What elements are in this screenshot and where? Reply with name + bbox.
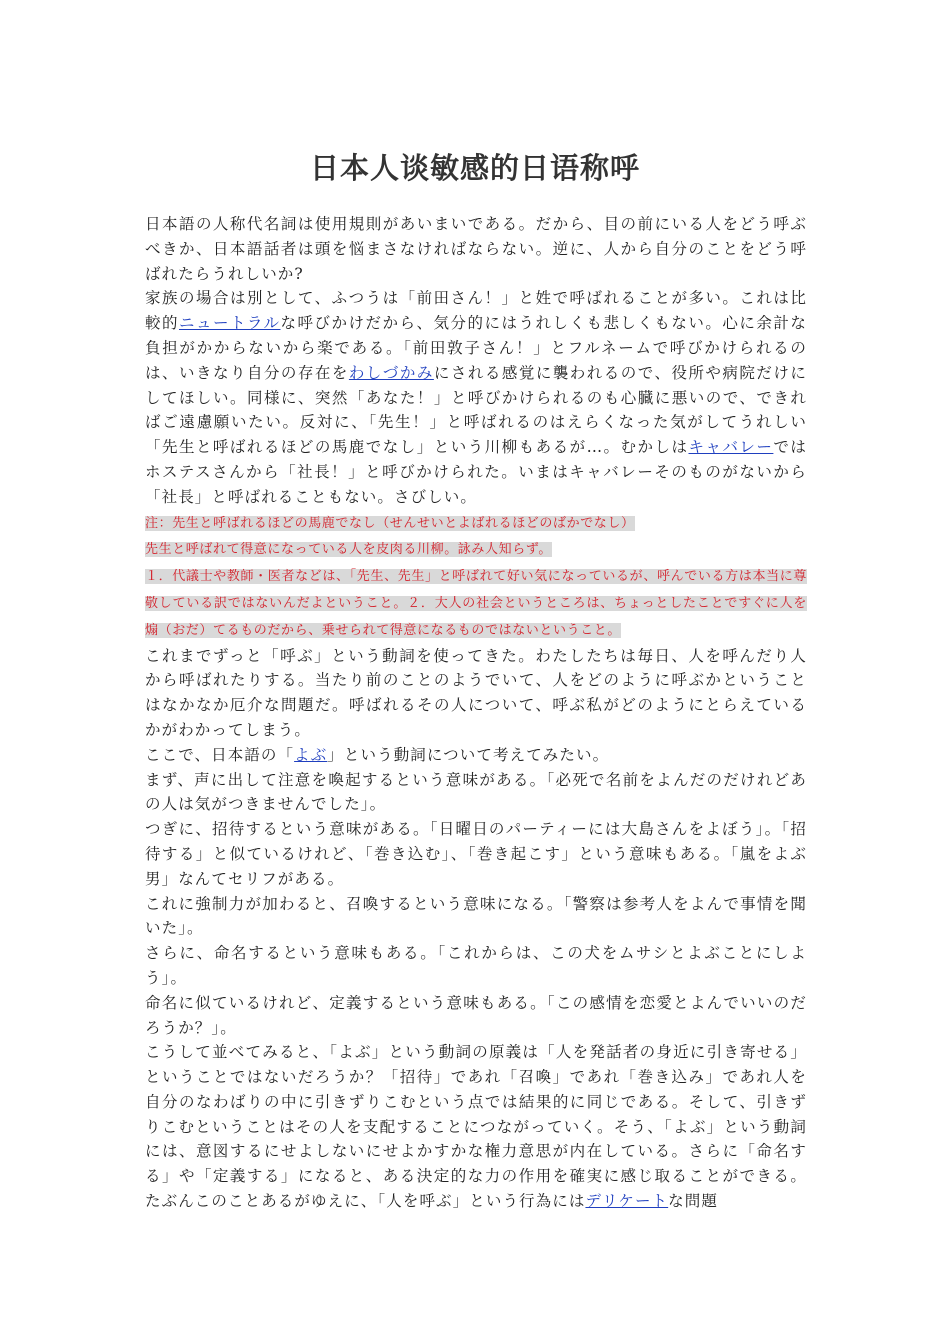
body-text: な呼びかけだから、気分的にはうれしくも悲しくもない。心に余計な負担がかからないから楽である。「前田敦子さん！」とフルネームで呼びかけられるのは、いきなり自分の存在を [145, 314, 807, 382]
body-text: 日本語の人称代名詞は使用規則があいまいである。だから、目の前にいる人をどう呼ぶべきか、日本語話者は頭を悩まさなければならない。逆に、人から自分のことをどう呼ばれたらうれしいか? [145, 215, 807, 283]
body-text: つぎに、招待するという意味がある。「日曜日のパーティーには大島さんをよぼう」。「招待する」と似ているけれど、「巻き込む」、「巻き起こす」という意味もある。「嵐をよぶ男」なんてセリフがある。 [145, 820, 807, 888]
paragraph [145, 768, 807, 818]
body-text: こうして並べてみると、「よぶ」という動詞の原義は「人を発話者の身近に引き寄せる」ということではないだろうか？「招待」であれ「召喚」であれ「巻き込み」であれ人を自分のなわばりの中に引きずりこむという点では結果的に同じである。そして、引きずりこむということはその人を支配することにつながっていく。そう、「よぶ」という動詞には、意図するにせよしないにせよかすかな権力意思が内在している。さらに「命名する」や「定義する」になると、ある決定的な力の作用を確実に感じ取ることができる。たぶんこのことあるがゆえに、「人を呼ぶ」という行為には [145, 1043, 807, 1211]
paragraph [145, 1040, 807, 1214]
inline-link[interactable]: キャバレー [688, 438, 774, 457]
body-text: これまでずっと「呼ぶ」という動詞を使ってきた。わたしたちは毎日、人を呼んだり人から呼ばれたりする。当たり前のことのようでいて、人をどのように呼ぶかということはなかなか厄介な問題だ。呼ばれるその人について、呼ぶ私がどのようにとらえているかがわかってしまう。 [145, 646, 807, 739]
paragraph [145, 941, 807, 991]
note-text: １．代議士や教師・医者などは、「先生、先生」と呼ばれて好い気になっているが、呼んでいる方は本当に尊敬している訳ではないんだよということ。２．大人の社会というところは、ちょっとしたことですぐに人を煽（おだ）てるものだから、乗せられて得意になるものではないということ。 [145, 569, 807, 638]
body-text: ここで、日本語の「 [145, 745, 295, 764]
body-text: さらに、命名するという意味もある。「これからは、この犬をムサシとよぶことにしよう」。 [145, 944, 807, 987]
body-text: 命名に似ているけれど、定義するという意味もある。「この感情を恋愛とよんでいいのだろうか？」。 [145, 993, 807, 1037]
note-text: 先生と呼ばれて得意になっている人を皮肉る川柳。詠み人知らず。 [145, 542, 552, 558]
paragraph [145, 510, 807, 537]
paragraph [145, 563, 807, 643]
paragraph [145, 536, 807, 563]
paragraph [145, 644, 807, 743]
body-text: まず、声に出して注意を喚起するという意味がある。「必死で名前をよんだのだけれどあの人は気がつきませんでした」。 [145, 770, 807, 814]
inline-link[interactable]: わしづかみ [348, 363, 434, 382]
body-text: これに強制力が加わると、召喚するという意味になる。「警察は参考人をよんで事情を聞いた」。 [145, 894, 807, 938]
body-text: にされる感覚に襲われるので、役所や病院だけにしてほしい。同様に、突然「あなた！」と呼びかけられるのも心臓に悪いので、できればご遠慮願いたい。反対に、「先生！」と呼ばれるのはえらくなった気がしてうれしい「先生と呼ばれるほどの馬鹿でなし」という川柳もあるが…。むかしは [145, 363, 807, 457]
inline-link[interactable]: よぶ [294, 745, 328, 764]
note-text: 注：先生と呼ばれるほどの馬鹿でなし（せんせいとよばれるほどのばかでなし） [145, 515, 635, 531]
inline-link[interactable]: デリケート [585, 1192, 669, 1211]
paragraph [145, 991, 807, 1041]
paragraph [145, 212, 807, 286]
inline-link[interactable]: ニュートラル [179, 314, 281, 333]
page-title: 日本人谈敏感的日语称呼 [309, 151, 640, 185]
paragraph [145, 817, 807, 891]
body-text: 家族の場合は別として、ふつうは「前田さん！」と姓で呼ばれることが多い。これは比較的 [145, 289, 807, 333]
body-text: な問題 [668, 1192, 718, 1211]
article-body [145, 212, 807, 1214]
paragraph [145, 286, 807, 509]
body-text: 」という動詞について考えてみたい。 [327, 745, 610, 764]
body-text: ではホステスさんから「社長！」と呼びかけられた。いまはキャバレーそのものがないから「社長」と呼ばれることもない。さびしい。 [145, 438, 807, 506]
paragraph [145, 892, 807, 942]
paragraph [145, 743, 807, 768]
